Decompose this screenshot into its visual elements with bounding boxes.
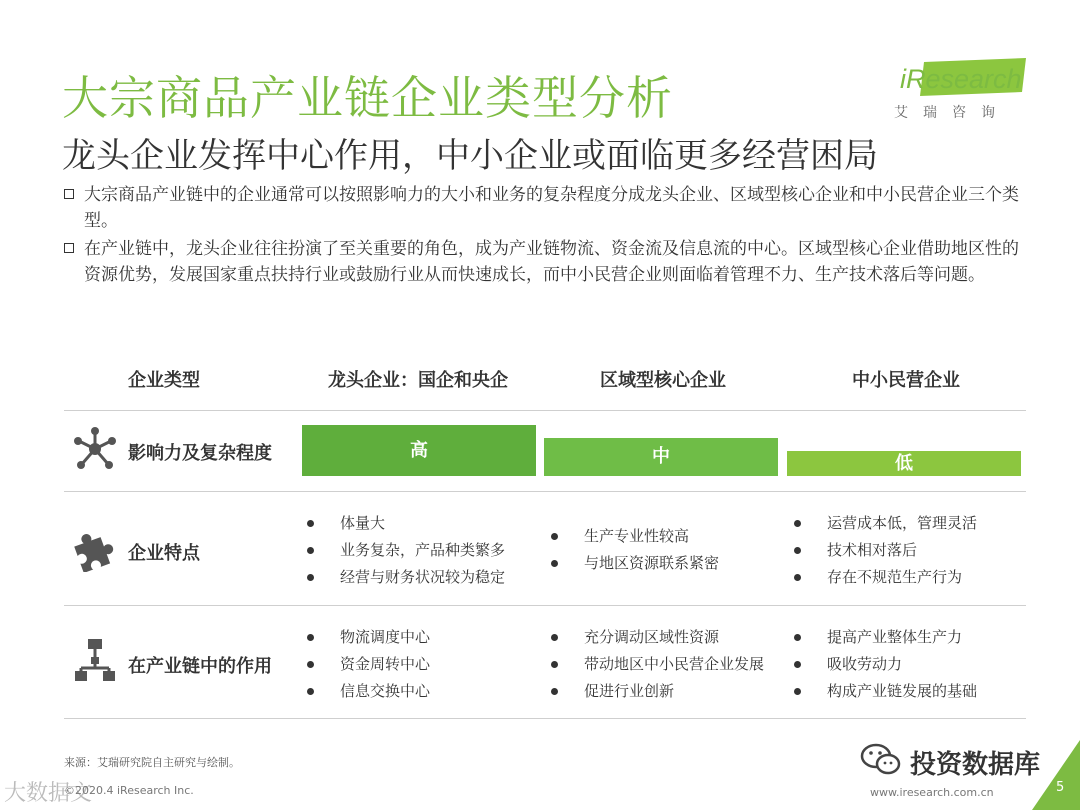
divider xyxy=(64,410,1026,411)
bullet-list xyxy=(64,182,1024,290)
page-number: 5 xyxy=(1056,780,1065,795)
list-item: 促进行业创新 xyxy=(550,678,764,705)
iresearch-logo xyxy=(892,58,1024,120)
source-note: 来源：艾瑞研究院自主研究与绘制。 xyxy=(64,756,240,769)
bullet-text: 在产业链中，龙头企业往往扮演了至关重要的角色，成为产业链物流、资金流及信息流的中心。区域型核心企业借助地区性的资源优势，发展国家重点扶持行业或鼓励行业从而快速成长，而中小民营企业则面临着管理不力、生产技术落后等问题。 xyxy=(84,239,1019,285)
logo-brand-text: iResearch xyxy=(900,64,1022,94)
puzzle-icon xyxy=(72,526,118,572)
list-item: 物流调度中心 xyxy=(306,624,430,651)
list-item: 运营成本低，管理灵活 xyxy=(793,510,977,537)
watermark xyxy=(860,742,1041,782)
divider xyxy=(64,491,1026,492)
watermark-secondary: 大数据文 xyxy=(4,781,93,806)
role-list-sme xyxy=(793,624,977,705)
list-item: 技术相对落后 xyxy=(793,537,977,564)
iresearch-logo-mark xyxy=(894,58,1026,96)
bullet-item xyxy=(64,182,1024,234)
wechat-icon xyxy=(860,742,902,778)
square-bullet-icon xyxy=(64,189,74,199)
row-label-features: 企业特点 xyxy=(128,543,200,564)
header-type: 企业类型 xyxy=(128,370,200,391)
role-list-leading xyxy=(306,624,430,705)
page-corner-shape xyxy=(1032,740,1080,810)
features-list-sme xyxy=(793,510,977,591)
logo-cn-text: 艾瑞咨询 xyxy=(894,105,1010,121)
header-regional: 区域型核心企业 xyxy=(600,370,726,391)
list-item: 吸收劳动力 xyxy=(793,651,977,678)
list-item: 与地区资源联系紧密 xyxy=(550,550,719,577)
divider xyxy=(64,718,1026,719)
list-item: 业务复杂，产品种类繁多 xyxy=(306,537,505,564)
hierarchy-icon xyxy=(72,638,118,684)
watermark-text: 投资数据库 xyxy=(910,750,1041,780)
page-subtitle: 龙头企业发挥中心作用，中小企业或面临更多经营困局 xyxy=(62,136,878,176)
copyright: ©2020.4 iResearch Inc. xyxy=(64,784,194,797)
features-list-regional xyxy=(550,523,719,577)
list-item: 经营与财务状况较为稳定 xyxy=(306,564,505,591)
square-bullet-icon xyxy=(64,243,74,253)
bullet-item xyxy=(64,236,1024,288)
site-url: www.iresearch.com.cn xyxy=(870,786,994,799)
header-leading: 龙头企业：国企和央企 xyxy=(328,370,508,391)
list-item: 体量大 xyxy=(306,510,505,537)
divider xyxy=(64,605,1026,606)
list-item: 信息交换中心 xyxy=(306,678,430,705)
header-sme: 中小民营企业 xyxy=(852,370,960,391)
list-item: 构成产业链发展的基础 xyxy=(793,678,977,705)
level-bar-mid xyxy=(544,438,778,476)
row-label-role: 在产业链中的作用 xyxy=(128,656,272,677)
list-item: 存在不规范生产行为 xyxy=(793,564,977,591)
bullet-text: 大宗商品产业链中的企业通常可以按照影响力的大小和业务的复杂程度分成龙头企业、区域型核心企业和中小民营企业三个类型。 xyxy=(84,185,1019,231)
features-list-leading xyxy=(306,510,505,591)
list-item: 资金周转中心 xyxy=(306,651,430,678)
level-bar-low xyxy=(787,451,1021,476)
row-label-influence: 影响力及复杂程度 xyxy=(128,443,272,464)
list-item: 带动地区中小民营企业发展 xyxy=(550,651,764,678)
list-item: 生产专业性较高 xyxy=(550,523,719,550)
list-item: 提高产业整体生产力 xyxy=(793,624,977,651)
level-bar-high xyxy=(302,425,536,476)
role-list-regional xyxy=(550,624,764,705)
network-nodes-icon xyxy=(72,426,118,472)
level-text: 低 xyxy=(895,453,913,474)
list-item: 充分调动区域性资源 xyxy=(550,624,764,651)
page-title: 大宗商品产业链企业类型分析 xyxy=(62,71,673,125)
level-text: 中 xyxy=(652,446,670,467)
level-text: 高 xyxy=(410,440,428,461)
